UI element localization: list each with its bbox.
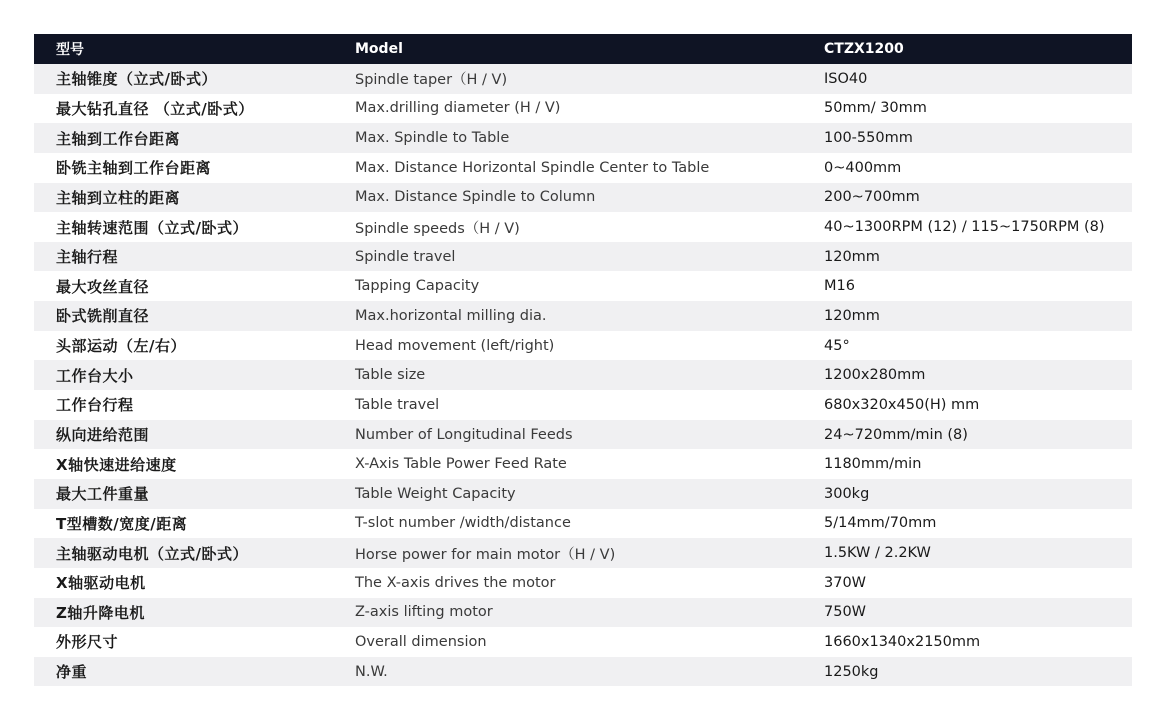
row-cn-label: X轴驱动电机 [56,574,146,593]
row-cn-label: 主轴到工作台距离 [56,129,181,148]
row-cn-label: 卧式铣削直径 [56,307,150,326]
table-row [34,420,1132,450]
header-model-value: CTZX1200 [824,41,904,57]
row-value: 1200x280mm [824,367,926,384]
row-value: 370W [824,574,867,591]
row-en-label: Max. Distance Horizontal Spindle Center to Table [355,159,710,176]
table-row [34,271,1132,301]
row-value: 120mm [824,248,880,265]
row-cn-label: 主轴到立柱的距离 [56,188,181,207]
row-value: M16 [824,278,855,295]
row-value: 24~720mm/min (8) [824,426,968,443]
row-en-label: Max. Spindle to Table [355,130,510,147]
table-row [34,568,1132,598]
row-en-label: Number of Longitudinal Feeds [355,426,573,443]
row-en-label: Max.drilling diameter (H / V) [355,100,561,117]
table-row [34,598,1132,628]
row-cn-label: Z轴升降电机 [56,603,145,622]
row-cn-label: X轴快速进给速度 [56,455,177,474]
row-en-label: Spindle speeds（H / V) [355,220,520,237]
row-cn-label: 最大钻孔直径 （立式/卧式） [56,99,254,118]
row-cn-label: 工作台大小 [56,366,134,385]
row-en-label: Table Weight Capacity [355,485,516,502]
table-row [34,64,1132,94]
row-en-label: Horse power for main motor（H / V) [355,546,616,563]
row-en-label: X-Axis Table Power Feed Rate [355,456,567,473]
row-en-label: Z-axis lifting motor [355,604,493,621]
row-cn-label: 主轴转速范围（立式/卧式） [56,218,248,237]
row-value: 0~400mm [824,159,902,176]
row-en-label: Max. Distance Spindle to Column [355,189,596,206]
table-row [34,390,1132,420]
row-en-label: Table size [355,367,426,384]
row-value: 750W [824,604,867,621]
row-cn-label: 卧铣主轴到工作台距离 [56,159,212,178]
header-cn-label: 型号 [56,42,84,58]
row-cn-label: 主轴驱动电机（立式/卧式） [56,544,248,563]
row-cn-label: 主轴行程 [56,248,119,267]
table-row [34,331,1132,361]
table-row [34,479,1132,509]
row-cn-label: T型槽数/宽度/距离 [56,514,188,533]
table-row [34,153,1132,183]
row-en-label: N.W. [355,663,388,680]
row-value: 120mm [824,307,880,324]
row-en-label: Table travel [355,396,440,413]
row-cn-label: 净重 [56,663,88,682]
table-row [34,183,1132,213]
row-value: 1180mm/min [824,456,922,473]
table-header [34,34,1132,64]
spec-table [34,34,1132,686]
table-row [34,301,1132,331]
row-value: 100-550mm [824,130,913,147]
row-cn-label: 主轴锥度（立式/卧式） [56,70,217,89]
table-row [34,360,1132,390]
header-en-label: Model [355,41,403,57]
table-row [34,627,1132,657]
row-en-label: T-slot number /width/distance [355,515,571,532]
row-value: 1660x1340x2150mm [824,633,981,650]
row-cn-label: 最大工件重量 [56,485,150,504]
row-en-label: Head movement (left/right) [355,337,555,354]
table-row [34,94,1132,124]
row-en-label: The X-axis drives the motor [355,574,556,591]
row-value: ISO40 [824,70,868,87]
table-row [34,212,1132,242]
table-row [34,509,1132,539]
row-en-label: Overall dimension [355,633,487,650]
row-value: 1.5KW / 2.2KW [824,545,931,562]
row-en-label: Tapping Capacity [355,278,480,295]
row-en-label: Spindle travel [355,248,456,265]
row-cn-label: 外形尺寸 [56,633,119,652]
row-cn-label: 头部运动（左/右） [56,337,186,356]
row-value: 300kg [824,485,870,502]
table-row [34,538,1132,568]
table-row [34,123,1132,153]
row-value: 1250kg [824,663,879,680]
row-value: 680x320x450(H) mm [824,396,980,413]
row-en-label: Max.horizontal milling dia. [355,307,547,324]
row-cn-label: 最大攻丝直径 [56,277,150,296]
row-value: 5/14mm/70mm [824,515,937,532]
table-row [34,657,1132,687]
table-row [34,242,1132,272]
row-value: 200~700mm [824,189,920,206]
row-value: 40~1300RPM (12) / 115~1750RPM (8) [824,219,1105,236]
row-en-label: Spindle taper（H / V) [355,72,508,89]
row-value: 45° [824,337,850,354]
row-cn-label: 纵向进给范围 [56,426,150,444]
table-row [34,449,1132,479]
row-value: 50mm/ 30mm [824,100,927,117]
row-cn-label: 工作台行程 [56,396,134,415]
